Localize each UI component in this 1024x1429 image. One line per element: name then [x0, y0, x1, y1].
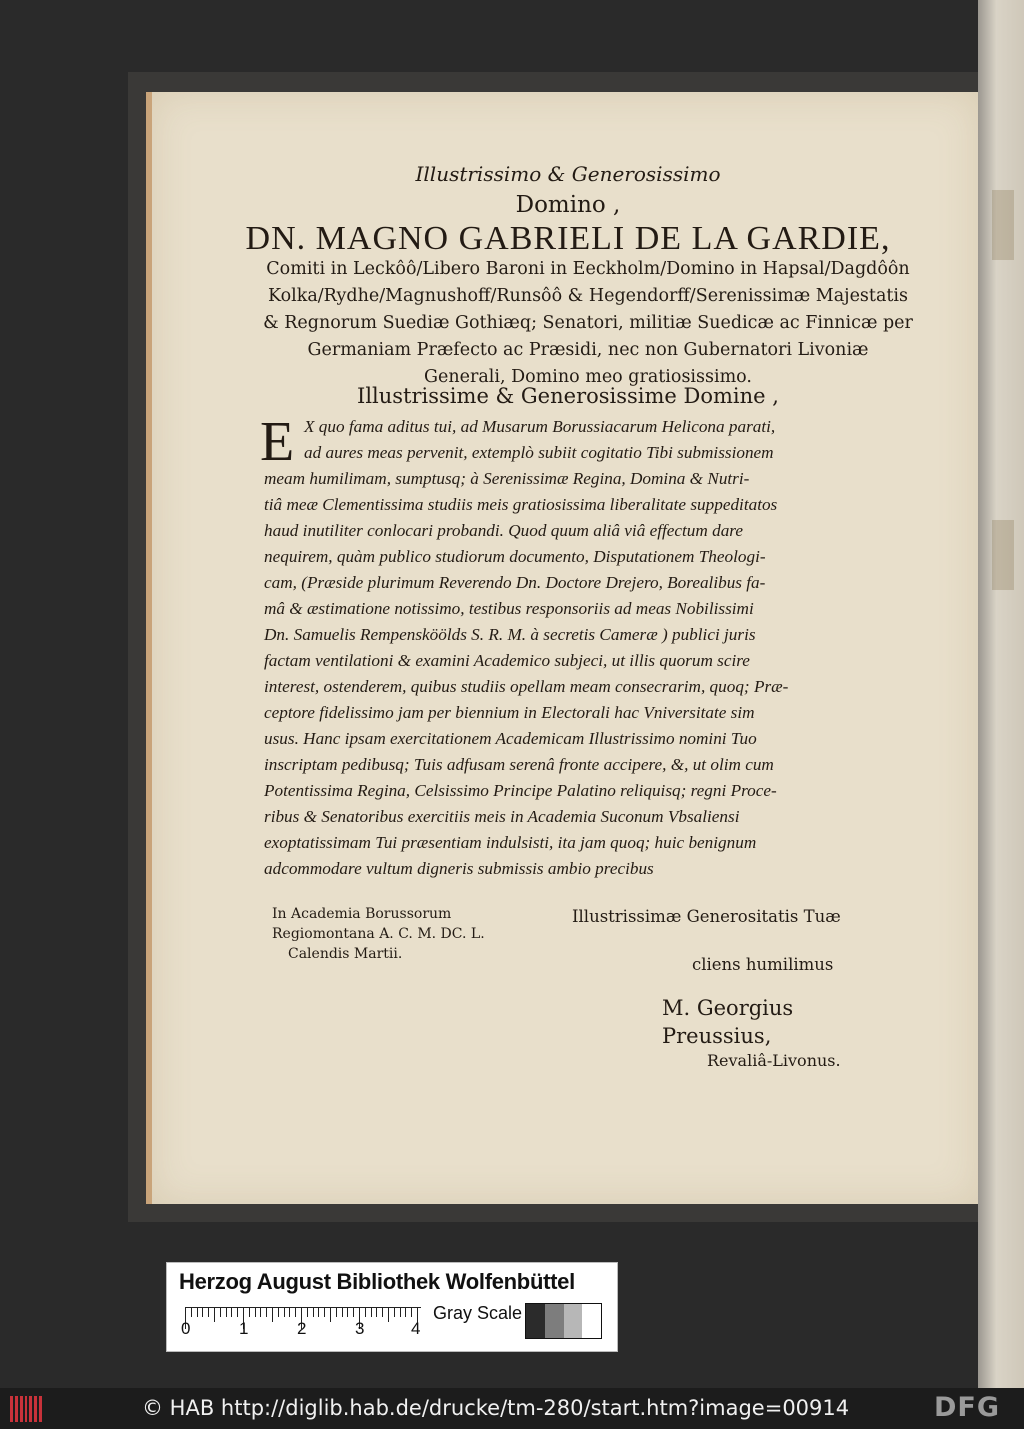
ruler-tick	[347, 1307, 348, 1317]
date-line: Calendis Martii.	[288, 946, 403, 962]
body-line: haud inutiliter conlocari probandi. Quod quum aliâ viâ effectum dare	[264, 521, 743, 540]
title-line: Germaniam Præfecto ac Præsidi, nec non Gubernatori Livoniæ	[307, 340, 869, 360]
ruler-tick	[376, 1307, 377, 1317]
signature-block	[572, 904, 902, 1072]
gray-swatch	[582, 1304, 601, 1338]
ruler-tick	[284, 1307, 285, 1317]
hab-logo-icon	[10, 1396, 42, 1422]
author-origin: Revaliâ-Livonus.	[707, 1051, 841, 1070]
ruler-tick	[394, 1307, 395, 1317]
ruler-tick	[266, 1307, 267, 1317]
title-line: & Regnorum Suediæ Gothiæq; Senatori, militiæ Suedicæ ac Finnicæ per	[263, 313, 913, 333]
ruler-tick	[231, 1307, 232, 1317]
ruler-tick	[226, 1307, 227, 1317]
document-page	[146, 92, 978, 1204]
ruler-tick	[400, 1307, 401, 1317]
ruler-number: 3	[355, 1319, 365, 1338]
ruler-tick	[411, 1307, 412, 1317]
ruler-tick	[220, 1307, 221, 1317]
dedication-heading: Illustrissimo & Generosissimo	[415, 162, 721, 186]
ruler-tick	[318, 1307, 319, 1317]
library-label	[166, 1262, 618, 1352]
ruler-tick	[405, 1307, 406, 1317]
library-name: Herzog August Bibliothek Wolfenbüttel	[179, 1269, 575, 1294]
body-line: ceptore fidelissimo jam per biennium in Electorali hac Vniversitate sim	[264, 703, 755, 722]
body-line: mâ & æstimatione notissimo, testibus responsoriis ad meas Nobilissimi	[264, 599, 754, 618]
ruler-tick	[237, 1307, 238, 1317]
ruler-tick	[255, 1307, 256, 1317]
signature-line: Illustrissimæ Generositatis Tuæ	[572, 907, 841, 926]
ruler-number: 2	[297, 1319, 307, 1338]
ruler-number: 4	[411, 1319, 421, 1338]
copyright-url[interactable]: © HAB http://diglib.hab.de/drucke/tm-280/start.htm?image=00914	[142, 1396, 850, 1420]
body-line: exoptatissimam Tui præsentiam indulsisti, ita jam quoq; huic benignum	[264, 833, 757, 852]
ruler-tick	[371, 1307, 372, 1317]
ruler-tick	[214, 1307, 215, 1322]
ruler-tick	[197, 1307, 198, 1317]
ruler-tick	[202, 1307, 203, 1317]
ruler-tick	[289, 1307, 290, 1317]
place-and-date	[272, 904, 532, 964]
body-line: ad aures meas pervenit, extemplò subiit cogitatio Tibi submissionem	[304, 443, 774, 462]
body-line: ribus & Senatoribus exercitiis meis in Academia Suconum Vbsaliensi	[264, 807, 740, 826]
ruler-tick	[208, 1307, 209, 1317]
title-line: Comiti in Leckôô/Libero Baroni in Eeckholm/Domino in Hapsal/Dagdôôn	[266, 259, 910, 279]
ruler-tick	[353, 1307, 354, 1317]
body-line: factam ventilationi & examini Academico subjeci, ut illis quorum scire	[264, 651, 750, 670]
dedicatee-titles	[248, 256, 928, 391]
ruler-tick	[365, 1307, 366, 1317]
ruler-tick	[249, 1307, 250, 1317]
ruler-tick	[336, 1307, 337, 1317]
ruler-tick	[382, 1307, 383, 1317]
signature-line: cliens humilimus	[692, 955, 834, 974]
ruler-tick	[330, 1307, 331, 1322]
ruler-tick	[272, 1307, 273, 1322]
gray-swatch	[564, 1304, 583, 1338]
ruler-number: 0	[181, 1319, 191, 1338]
body-line: interest, ostenderem, quibus studiis opellam meam consecrarim, quoq; Præ-	[264, 677, 789, 696]
ruler-tick	[342, 1307, 343, 1317]
title-line: Kolka/Rydhe/Magnushoff/Runsôô & Hegendorff/Serenissimæ Majestatis	[267, 286, 908, 306]
gray-swatch	[545, 1304, 564, 1338]
dedication-domino: Domino ,	[515, 192, 621, 218]
ruler-tick	[307, 1307, 308, 1317]
ruler-tick	[313, 1307, 314, 1317]
dfg-logo: DFG	[934, 1392, 1001, 1423]
body-line: Potentissima Regina, Celsissimo Principe Palatino reliquisq; regni Proce-	[264, 781, 777, 800]
ruler-number: 1	[239, 1319, 249, 1338]
salutation: Illustrissime & Generosissime Domine ,	[357, 384, 779, 408]
ruler-tick	[388, 1307, 389, 1322]
gray-scale-label: Gray Scale	[433, 1303, 523, 1323]
body-line: inscriptam pedibusq; Tuis adfusam serenâ fronte accipere, &, ut olim cum	[264, 755, 774, 774]
ruler-tick	[278, 1307, 279, 1317]
place-line: In Academia Borussorum	[272, 906, 452, 922]
author-name: M. Georgius Preussius,	[662, 996, 794, 1048]
dedicatee-name: DN. MAGNO GABRIELI DE LA GARDIE,	[245, 220, 891, 257]
body-line: nequirem, quàm publico studiorum documento, Disputationem Theologi-	[264, 547, 766, 566]
ruler-tick	[295, 1307, 296, 1317]
footer-bar	[0, 1388, 1024, 1429]
body-text	[260, 411, 919, 882]
ruler-tick	[191, 1307, 192, 1317]
ruler-tick	[324, 1307, 325, 1317]
body-line: meam humilimam, sumptusq; à Serenissimæ Regina, Domina & Nutri-	[264, 469, 750, 488]
gray-swatch	[526, 1304, 545, 1338]
body-line: adcommodare vultum digneris submissis ambio precibus	[264, 859, 654, 878]
body-line: X quo fama aditus tui, ad Musarum Borussiacarum Helicona parati,	[304, 417, 776, 436]
place-line: Regiomontana A. C. M. DC. L.	[272, 926, 485, 942]
drop-cap: E	[260, 411, 295, 473]
body-line: usus. Hanc ipsam exercitationem Academicam Illustrissimo nomini Tuo	[264, 729, 757, 748]
title-line: Generali, Domino meo gratiosissimo.	[424, 367, 752, 387]
body-line: cam, (Præside plurimum Reverendo Dn. Doctore Drejero, Borealibus fa-	[264, 573, 766, 592]
adjacent-page-mark	[992, 190, 1014, 260]
gray-scale-swatches	[525, 1303, 602, 1339]
body-line: Dn. Samuelis Rempensköölds S. R. M. à secretis Cameræ ) publici juris	[264, 625, 756, 644]
adjacent-page-mark	[992, 520, 1014, 590]
body-line: tiâ meæ Clementissima studiis meis gratiosissima liberalitate suppeditatos	[264, 495, 778, 514]
ruler-tick	[260, 1307, 261, 1317]
